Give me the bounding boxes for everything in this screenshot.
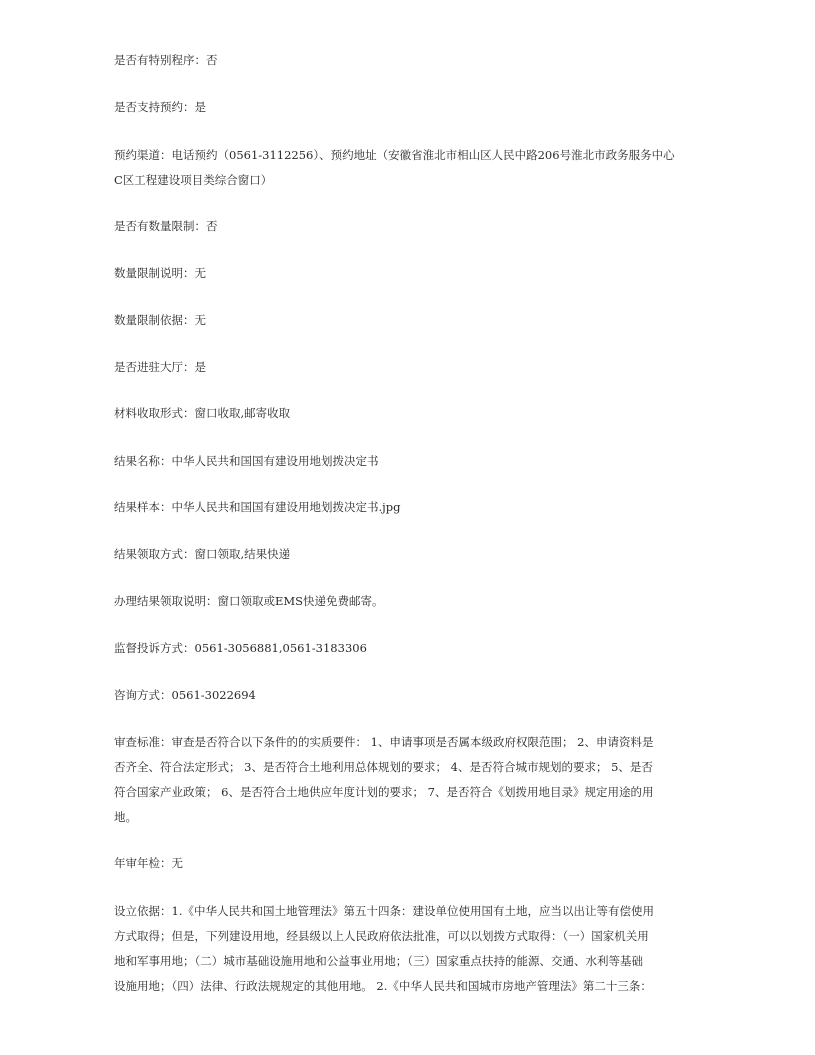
reservation-channel-line-1: 预约渠道：电话预约（0561-3112256）、预约地址（安徽省淮北市相山区人民中路206号淮北市政务服务中心 (114, 148, 675, 162)
review-standard-line-4: 地。 (114, 810, 137, 824)
annual-review-line: 年审年检：无 (114, 856, 183, 870)
reservation-channel-line-2: C区工程建设项目类综合窗口） (114, 173, 273, 187)
legal-basis-line-4: 设施用地；（四）法律、行政法规规定的其他用地。 2.《中华人民共和国城市房地产管理法》第二十三条： (114, 979, 652, 993)
result-name-line: 结果名称：中华人民共和国国有建设用地划拨决定书 (114, 454, 379, 468)
consult-contact-line: 咨询方式：0561-3022694 (114, 688, 256, 702)
review-standard-line-1: 审查标准：审查是否符合以下条件的的实质要件： 1、申请事项是否属本级政府权限范围； 2、申请资料是 (114, 735, 654, 749)
review-standard-line-3: 符合国家产业政策； 6、是否符合土地供应年度计划的要求； 7、是否符合《划拨用地目录》规定用途的用 (114, 785, 654, 799)
legal-basis-line-3: 地和军事用地；（二）城市基础设施用地和公益事业用地；（三）国家重点扶持的能源、交通、水利等基础 (114, 954, 643, 968)
material-collection-line: 材料收取形式：窗口收取,邮寄收取 (114, 406, 291, 420)
complaint-contact-line: 监督投诉方式：0561-3056881,0561-3183306 (114, 641, 367, 655)
result-pickup-method-line: 结果领取方式：窗口领取,结果快递 (114, 547, 291, 561)
result-pickup-note-line: 办理结果领取说明：窗口领取或EMS快递免费邮寄。 (114, 594, 384, 608)
quantity-limit-line: 是否有数量限制：否 (114, 219, 218, 233)
quantity-limit-basis-line: 数量限制依据：无 (114, 313, 206, 327)
quantity-limit-desc-line: 数量限制说明：无 (114, 266, 206, 280)
legal-basis-line-1: 设立依据：1.《中华人民共和国土地管理法》第五十四条：建设单位使用国有土地，应当以出让等有偿使用 (114, 904, 654, 918)
special-procedure-line: 是否有特别程序：否 (114, 53, 218, 67)
review-standard-line-2: 否齐全、符合法定形式； 3、是否符合土地利用总体规划的要求； 4、是否符合城市规划的要求； 5、是否 (114, 760, 653, 774)
result-sample-line: 结果样本：中华人民共和国国有建设用地划拨决定书.jpg (114, 500, 401, 514)
hall-entry-line: 是否进驻大厅：是 (114, 360, 206, 374)
reservation-support-line: 是否支持预约：是 (114, 100, 206, 114)
legal-basis-line-2: 方式取得；但是，下列建设用地，经县级以上人民政府依法批准，可以以划拨方式取得：（一）国家机关用 (114, 929, 649, 943)
